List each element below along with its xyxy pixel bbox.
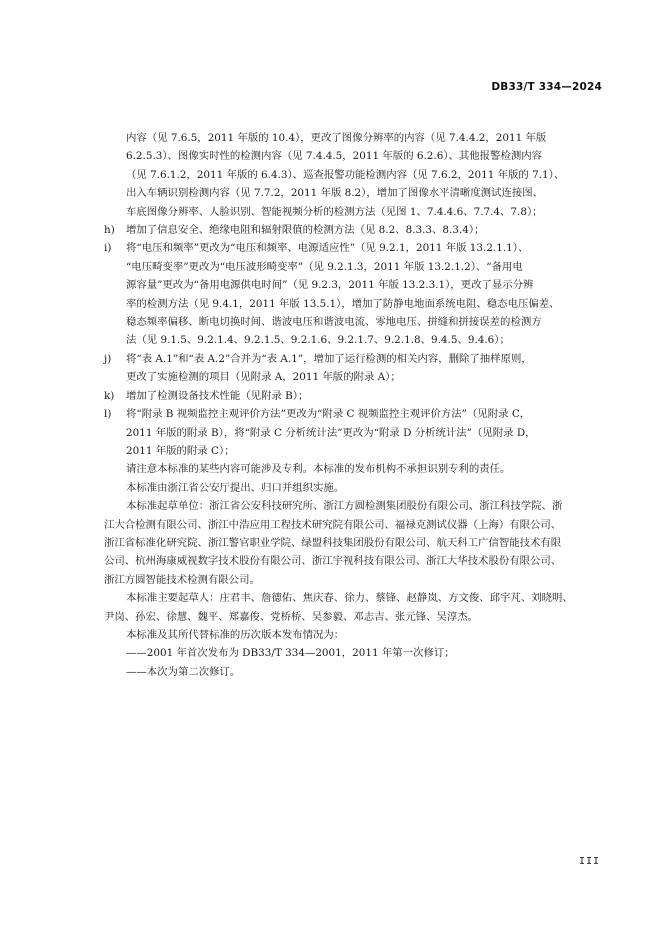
list-item-i [104, 239, 604, 349]
list-item-j [104, 350, 604, 387]
history-intro: 本标准及其所代替标准的历次版本发布情况为： [126, 628, 345, 641]
list-item-label: h) [104, 224, 115, 237]
standard-code-header: DB33/T 334—2024 [491, 81, 602, 93]
drafters-paragraph [104, 589, 604, 626]
list-item-line: 源容量”更改为“备用电源供电时间”（见 9.2.3，2011 年版 13.2.3.1），更改了显示分辨 [126, 279, 534, 292]
history-entry: ——本次为第二次修订。 [126, 665, 241, 678]
continuation-line: 6.2.5.3）、图像实时性的检测内容（见 7.4.4.5，2011 年版的 6.2.6）、其他报警检测内容 [126, 150, 543, 163]
list-item-line: “电压畸变率”更改为“电压波形畸变率”（见 9.2.1.3，2011 年版 13.2.1.2）、“备用电 [126, 260, 523, 273]
proposer-statement: 本标准由浙江省公安厅提出、归口并组织实施。 [126, 481, 345, 494]
list-item-line: 2011 年版的附录 B），将“附录 C 分析统计法”更改为“附录 D 分析统计法”（见附录 D， [126, 426, 536, 439]
list-item-line: 2011 年版的附录 C）； [126, 444, 235, 457]
continuation-line: 出入车辆识别检测内容（见 7.7.2，2011 年版 8.2），增加了图像水平清晰度测试连接图、 [126, 187, 544, 200]
continuation-line: 车底图像分辨率、人脸识别、智能视频分析的检测方法（见图 1、7.4.4.6、7.7.4、7.8）； [126, 205, 543, 218]
list-item-line: 将“电压和频率”更改为“电压和频率、电源适应性”（见 9.2.1，2011 年版 13.2.1.1）、 [126, 242, 529, 255]
list-item-line: 将“附录 B 视频监控主观评价方法”更改为“附录 C 视频监控主观评价方法”（见附录 C， [126, 408, 531, 421]
list-item-l [104, 405, 604, 460]
history-entry: ——2001 年首次发布为 DB33/T 334—2001，2011 年第一次修订； [126, 647, 455, 660]
continuation-line: （见 7.6.1.2，2011 年版的 6.4.3）、巡查报警功能检测内容（见 7.6.2，2011 年版的 7.1）、 [126, 168, 565, 181]
drafters-line: 尹岗、孙宏、徐慧、魏平、郑嘉俊、党桥桥、吴参毅、邓志吉、张元锋、吴淳杰。 [104, 610, 479, 623]
drafting-units-line: 江大合检测有限公司、浙江中浩应用工程技术研究院有限公司、福禄克测试仪器（上海）有限公司、 [104, 518, 562, 531]
list-item-k [104, 387, 604, 405]
list-item-line: 稳态频率偏移、断电切换时间、谐波电压和谐波电流、零地电压、拼缝和拼接误差的检测方 [126, 316, 542, 329]
list-item-line: 更改了实施检测的项目（见附录 A，2011 年版的附录 A）； [126, 371, 401, 384]
page-number: III [578, 856, 600, 867]
continuation-block [104, 129, 604, 221]
drafting-units-line: 本标准起草单位：浙江省公安科技研究所、浙江方圆检测集团股份有限公司、浙江科技学院、浙 [126, 500, 563, 513]
drafters-line: 本标准主要起草人：庄君丰、詹德佑、焦庆春、徐力、蔡锋、赵静岚、方文俊、邱宇芃、刘晓明、 [126, 592, 573, 605]
document-body [104, 129, 604, 681]
patent-notice: 请注意本标准的某些内容可能涉及专利。本标准的发布机构不承担识别专利的责任。 [126, 463, 511, 476]
list-item-label: j) [104, 352, 112, 365]
list-item-label: l) [104, 408, 112, 421]
list-item-line: 增加了信息安全、绝缘电阻和辐射限值的检测方法（见 8.2、8.3.3、8.3.4）； [126, 224, 485, 237]
list-item-h [104, 221, 604, 239]
list-item-line: 法（见 9.1.5、9.2.1.4、9.2.1.5、9.2.1.6、9.2.1.7、9.2.1.8、9.4.5、9.4.6）； [126, 334, 510, 347]
list-item-line: 增加了检测设备技术性能（见附录 B）； [126, 389, 309, 402]
drafting-units-line: 浙江省标准化研究院、浙江警官职业学院、绿盟科技集团股份有限公司、航天科工广信智能技术有限 [104, 536, 562, 549]
drafting-units-line: 公司、杭州海康威视数字技术股份有限公司、浙江宇视科技有限公司、浙江大华技术股份有限公司、 [104, 555, 562, 568]
list-item-label: k) [104, 389, 115, 402]
list-item-line: 率的检测方法（见 9.4.1，2011 年版 13.5.1），增加了防静电地面系统电阻、稳态电压偏差、 [126, 297, 560, 310]
continuation-line: 内容（见 7.6.5，2011 年版的 10.4），更改了图像分辨率的内容（见 7.4.4.2，2011 年版 [126, 132, 547, 144]
list-item-line: 将“表 A.1”和“表 A.2”合并为“表 A.1”，增加了运行检测的相关内容，删除了抽样原则， [126, 352, 532, 365]
drafting-units-line: 浙江方圆智能技术检测有限公司。 [104, 573, 260, 586]
drafting-units-paragraph [104, 497, 604, 589]
list-item-label: i) [104, 242, 112, 255]
